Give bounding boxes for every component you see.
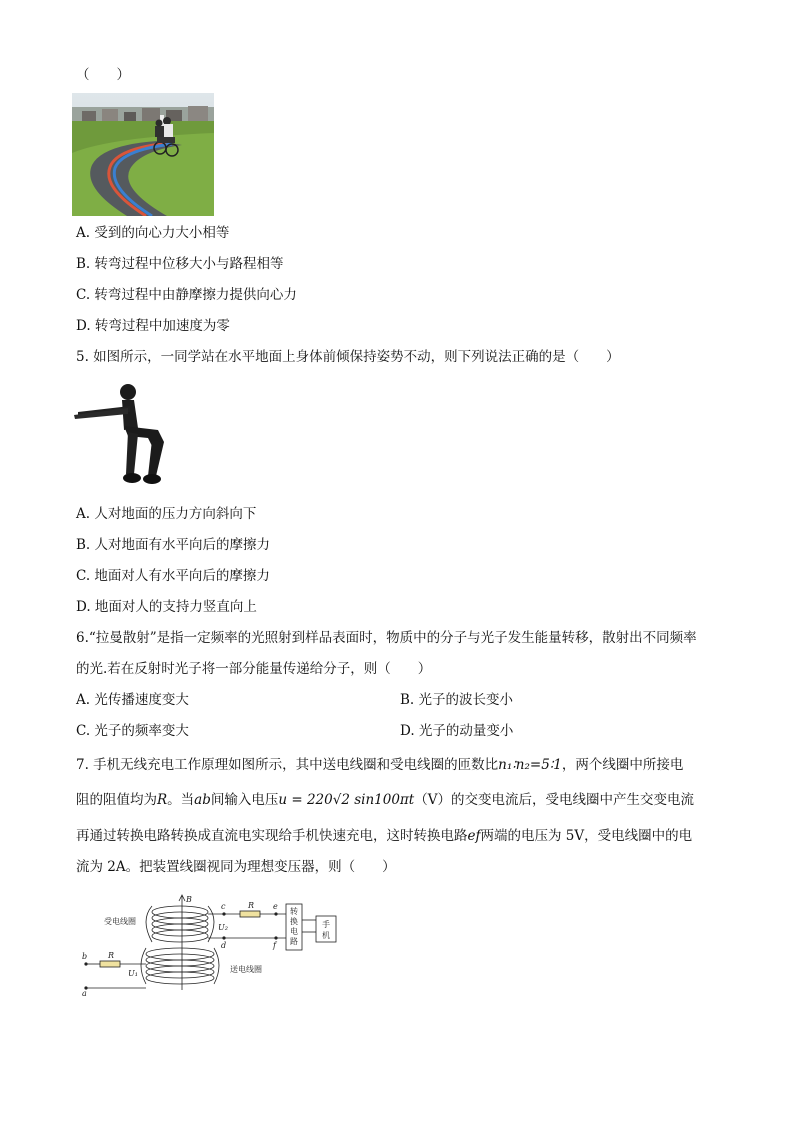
q4-paren: （ ） [76, 67, 130, 83]
q6-stem-line2: 的光.若在反射时光子将一部分能量传递给分子，则（ ） [76, 661, 432, 677]
wireless-charging-diagram [80, 890, 350, 1000]
q4-option-d: D. 转弯过程中加速度为零 [76, 318, 230, 334]
label-send-coil: 送电线圈 [230, 965, 262, 974]
label-receive-coil: 受电线圈 [104, 917, 136, 926]
q7-line4: 流为 2A。把装置线圈视同为理想变压器，则（ ） [76, 859, 396, 875]
q7-line3-text-b: 两端的电压为 5V，受电线圈中的电 [480, 828, 693, 844]
q7-line1-text-a: 7. 手机无线充电工作原理如图所示，其中送电线圈和受电线圈的匝数比 [76, 757, 499, 773]
label-e: e [273, 902, 278, 911]
q7-turns-ratio: n₁∶n₂=5∶1 [498, 757, 562, 773]
label-converter-2: 换 [290, 917, 298, 926]
q7-line3 [76, 827, 692, 845]
q7-voltage-formula: u = 220√2 sin100πt [278, 792, 415, 808]
label-f: f [273, 941, 276, 950]
label-phone-2: 机 [322, 931, 330, 940]
label-r-top: R [248, 901, 255, 910]
q6-stem-line1: 6.“拉曼散射”是指一定频率的光照射到样品表面时，物质中的分子与光子发生能量转移，散射出不同频率 [76, 630, 697, 646]
q6-option-b: B. 光子的波长变小 [400, 692, 514, 708]
label-u1: U₁ [128, 969, 138, 978]
q7-ef-symbol: ef [467, 828, 481, 844]
q5-option-b: B. 人对地面有水平向后的摩擦力 [76, 537, 271, 553]
label-c: c [221, 902, 226, 911]
q7-ab-symbol: ab [194, 792, 211, 808]
q7-resistance-symbol: R [157, 792, 168, 808]
q7-line2-text-a: 阻的阻值均为 [76, 792, 157, 808]
q5-option-d: D. 地面对人的支持力竖直向上 [76, 599, 257, 615]
label-d: d [221, 941, 227, 950]
label-a: a [82, 989, 87, 998]
q5-stem: 5. 如图所示，一同学站在水平地面上身体前倾保持姿势不动，则下列说法正确的是（ ） [76, 349, 620, 365]
label-b: b [82, 952, 88, 961]
label-r-bottom: R [108, 951, 115, 960]
q7-line1-text-b: ，两个线圈中所接电 [561, 757, 684, 773]
q4-option-b: B. 转弯过程中位移大小与路程相等 [76, 256, 284, 272]
label-converter-3: 电 [290, 927, 298, 936]
q6-option-c: C. 光子的频率变大 [76, 723, 189, 739]
label-converter-1: 转 [290, 907, 298, 916]
label-converter-4: 路 [290, 937, 298, 946]
q4-option-c: C. 转弯过程中由静摩擦力提供向心力 [76, 287, 297, 303]
q7-line2 [76, 791, 694, 809]
q5-option-a: A. 人对地面的压力方向斜向下 [76, 506, 257, 522]
q5-option-c: C. 地面对人有水平向后的摩擦力 [76, 568, 270, 584]
label-u2: U₂ [218, 923, 228, 932]
q7-line1 [76, 756, 683, 774]
label-magnetic-field: B [186, 895, 192, 904]
label-phone-1: 手 [322, 920, 330, 929]
q7-line2-text-c: 间输入电压 [210, 792, 279, 808]
cycling-track-photo [72, 93, 214, 216]
squatting-student-photo [72, 378, 180, 490]
q7-line2-text-b: 。当 [167, 792, 195, 808]
q6-option-a: A. 光传播速度变大 [76, 692, 189, 708]
q6-option-d: D. 光子的动量变小 [400, 723, 514, 739]
q4-option-a: A. 受到的向心力大小相等 [76, 225, 230, 241]
q7-line2-text-d: （V）的交变电流后，受电线圈中产生交变电流 [414, 792, 694, 808]
q7-line3-text-a: 再通过转换电路转换成直流电实现给手机快速充电，这时转换电路 [76, 828, 468, 844]
